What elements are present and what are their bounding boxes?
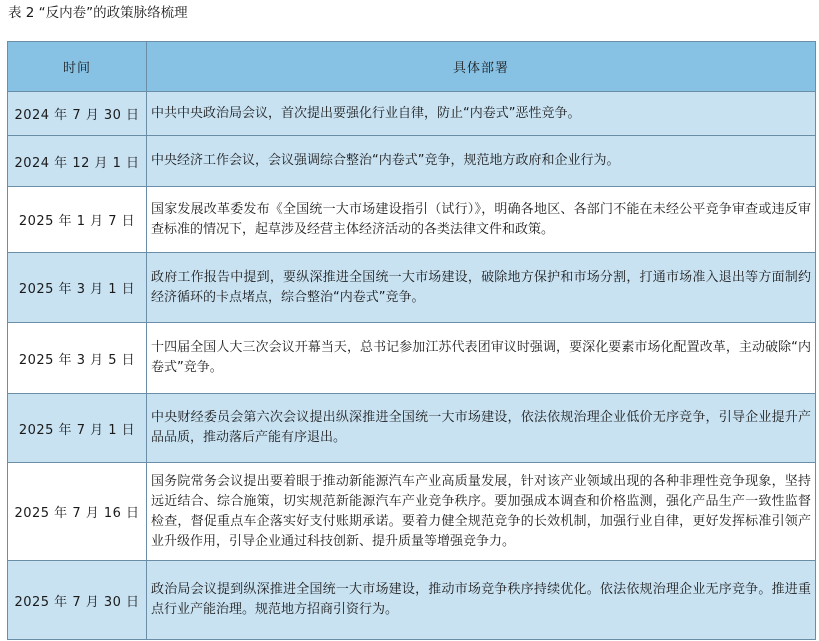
- header-time: 时间: [8, 42, 147, 92]
- table-row: [8, 463, 816, 561]
- row-date: 2024 年 7 月 30 日: [8, 92, 147, 136]
- row-date: 2025 年 7 月 30 日: [8, 561, 147, 640]
- row-date: 2024 年 12 月 1 日: [8, 136, 147, 187]
- row-detail: 中共中央政治局会议，首次提出要强化行业自律，防止“内卷式”恶性竞争。: [147, 92, 816, 136]
- table-row: [8, 253, 816, 323]
- table-row: [8, 187, 816, 253]
- table-row: [8, 394, 816, 463]
- row-detail: 政府工作报告中提到，要纵深推进全国统一大市场建设，破除地方保护和市场分割，打通市场准入退出等方面制约经济循环的卡点堵点，综合整治“内卷式”竞争。: [147, 253, 816, 323]
- row-date: 2025 年 1 月 7 日: [8, 187, 147, 253]
- table-row: [8, 561, 816, 640]
- row-date: 2025 年 3 月 1 日: [8, 253, 147, 323]
- table-header-row: [8, 42, 816, 92]
- table-row: [8, 323, 816, 394]
- table-row: [8, 92, 816, 136]
- row-date: 2025 年 7 月 1 日: [8, 394, 147, 463]
- table-caption: 表 2 “反内卷”的政策脉络梳理: [8, 5, 188, 21]
- row-detail: 十四届全国人大三次会议开幕当天，总书记参加江苏代表团审议时强调，要深化要素市场化配置改革，主动破除“内卷式”竞争。: [147, 323, 816, 394]
- row-detail: 中央经济工作会议，会议强调综合整治“内卷式”竞争，规范地方政府和企业行为。: [147, 136, 816, 187]
- row-date: 2025 年 7 月 16 日: [8, 463, 147, 561]
- header-detail: 具体部署: [147, 42, 816, 92]
- policy-table: [7, 41, 816, 640]
- row-detail: 中央财经委员会第六次会议提出纵深推进全国统一大市场建设，依法依规治理企业低价无序竞争，引导企业提升产品品质，推动落后产能有序退出。: [147, 394, 816, 463]
- row-detail: 政治局会议提到纵深推进全国统一大市场建设，推动市场竞争秩序持续优化。依法依规治理企业无序竞争。推进重点行业产能治理。规范地方招商引资行为。: [147, 561, 816, 640]
- policy-table-container: [7, 41, 815, 638]
- row-detail: 国务院常务会议提出要着眼于推动新能源汽车产业高质量发展，针对该产业领域出现的各种非理性竞争现象，坚持远近结合、综合施策，切实规范新能源汽车产业竞争秩序。要加强成本调查和价格监测，强化产品生产一致性监督检查，督促重点车企落实好支付账期承诺。要着力健全规范竞争的长效机制，加强行业自律，更好发挥标准引领产业升级作用，引导企业通过科技创新、提升质量等增强竞争力。: [147, 463, 816, 561]
- table-row: [8, 136, 816, 187]
- row-detail: 国家发展改革委发布《全国统一大市场建设指引（试行）》，明确各地区、各部门不能在未经公平竞争审查或违反审查标准的情况下，起草涉及经营主体经济活动的各类法律文件和政策。: [147, 187, 816, 253]
- row-date: 2025 年 3 月 5 日: [8, 323, 147, 394]
